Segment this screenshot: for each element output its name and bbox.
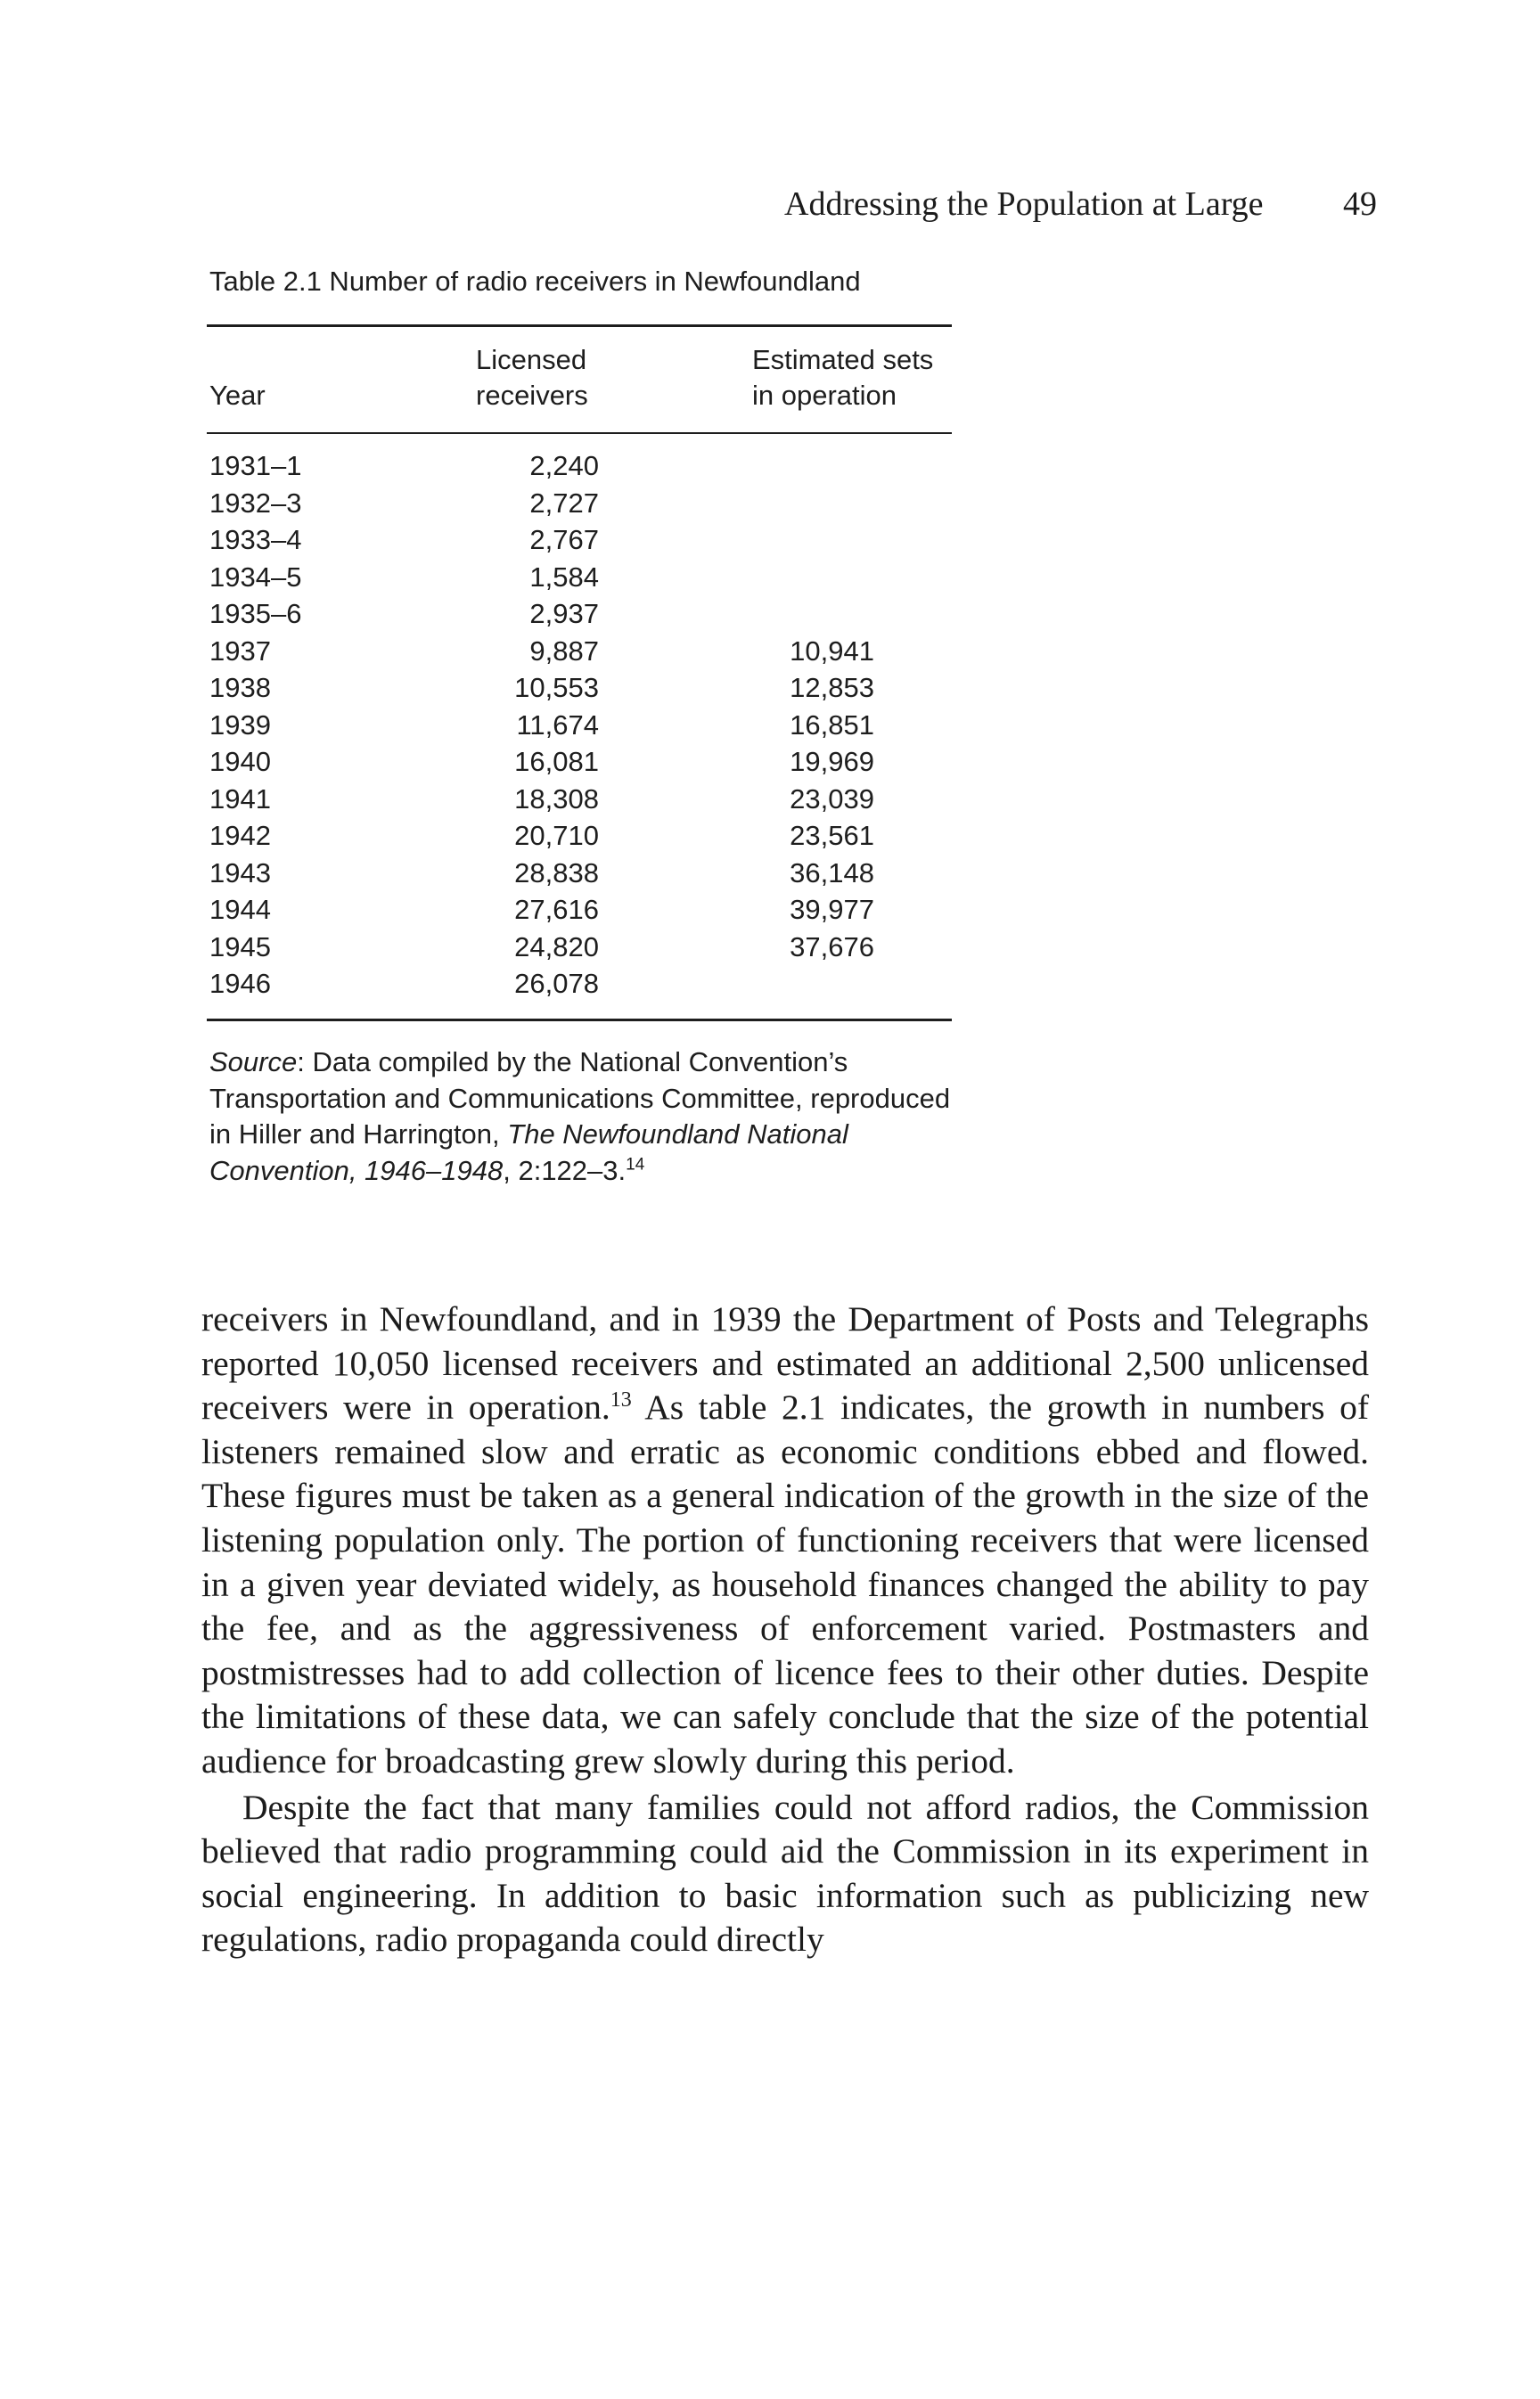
cell-year: 1945 (209, 930, 271, 962)
table-row (207, 669, 952, 707)
table-row (207, 817, 952, 855)
header-licensed-line1: Licensed (476, 344, 587, 375)
running-head (784, 183, 1377, 225)
cell-year: 1934–5 (209, 561, 302, 593)
table-header-rule (207, 432, 952, 434)
header-licensed-line2: receivers (476, 380, 588, 411)
table-row (207, 855, 952, 892)
cell-year: 1932–3 (209, 487, 302, 519)
cell-licensed: 16,081 (514, 746, 599, 777)
note-ref-13: 13 (610, 1388, 632, 1412)
cell-estimated: 23,039 (790, 782, 874, 815)
paragraph-1-part-a: receivers in Newfoundland, and in 1939 the Department of Posts and Telegraphs reported 10,050 licensed receivers and estimated an additional 2,500 unlicensed receivers were in operation. (201, 1299, 1369, 1428)
cell-estimated: 10,941 (790, 635, 874, 667)
paragraph-2: Despite the fact that many families could not afford radios, the Commission believed that radio programming could aid the Commission in its experiment in social engineering. In addition to basic information such as publicizing new regulations, radio propaganda could directly (201, 1787, 1369, 1960)
cell-year: 1939 (209, 708, 271, 741)
table-body (207, 447, 952, 1003)
source-text-2: , 2:122–3. (503, 1154, 627, 1186)
table-row (207, 743, 952, 781)
table-row (207, 559, 952, 596)
table-source-note (209, 1044, 967, 1189)
cell-year: 1938 (209, 672, 271, 703)
table-row (207, 891, 952, 929)
cell-year: 1937 (209, 635, 271, 667)
cell-licensed: 2,240 (529, 450, 599, 481)
cell-year: 1944 (209, 894, 271, 925)
cell-estimated: 19,969 (790, 746, 874, 777)
cell-licensed: 9,887 (529, 635, 599, 667)
table-row (207, 521, 952, 559)
cell-estimated: 12,853 (790, 672, 874, 703)
cell-licensed: 2,767 (529, 524, 599, 555)
table-row (207, 707, 952, 744)
table-row (207, 595, 952, 633)
header-year: Year (209, 380, 266, 411)
cell-licensed: 20,710 (514, 820, 599, 851)
cell-estimated: 36,148 (790, 856, 874, 888)
cell-year: 1931–1 (209, 450, 302, 481)
cell-licensed: 11,674 (516, 708, 599, 741)
header-estimated-line2: in operation (752, 380, 897, 411)
paragraph-1 (201, 1298, 1369, 1784)
cell-licensed: 28,838 (514, 856, 599, 888)
cell-licensed: 27,616 (514, 894, 599, 925)
cell-estimated: 39,977 (790, 894, 874, 925)
table-row (207, 781, 952, 818)
cell-year: 1941 (209, 782, 271, 815)
cell-year: 1933–4 (209, 524, 302, 555)
header-licensed (476, 342, 588, 413)
source-book-title: The Newfoundland National Convention, 1946–1948 (209, 1118, 848, 1186)
cell-estimated: 23,561 (790, 820, 874, 851)
table-caption: Table 2.1 Number of radio receivers in Newfoundland (209, 266, 861, 297)
header-estimated (752, 342, 933, 413)
cell-licensed: 24,820 (514, 930, 599, 962)
table-row (207, 965, 952, 1003)
paragraph-1-part-b: As table 2.1 indicates, the growth in numbers of listeners remained slow and erratic as economic conditions ebbed and flowed. These figures must be taken as a general indication of the growth in the size of the listening population only. The portion of functioning receivers that were licensed in a given year deviated widely, as household finances changed the ability to pay the fee, and as the aggressiveness of enforcement varied. Postmasters and postmistresses had to add collection of licence fees to their other duties. Despite the limitations of these data, we can safely conclude that the size of the potential audience for broadcasting grew slowly during this period. (201, 1388, 1369, 1781)
table-row (207, 447, 952, 485)
source-note-ref: 14 (626, 1155, 645, 1175)
cell-year: 1943 (209, 856, 271, 888)
cell-licensed: 26,078 (514, 968, 599, 999)
source-text-1: : Data compiled by the National Convention’s Transportation and Communications Committee, reproduced in Hiller and Harrington, (209, 1046, 951, 1150)
header-estimated-line1: Estimated sets (752, 344, 934, 375)
cell-year: 1940 (209, 746, 271, 777)
table-bottom-rule (207, 1019, 952, 1021)
table-top-rule (207, 324, 952, 327)
page-number: 49 (1343, 185, 1377, 223)
cell-estimated: 37,676 (790, 930, 874, 962)
cell-year: 1935–6 (209, 598, 302, 629)
cell-licensed: 1,584 (529, 561, 599, 593)
body-text (201, 1298, 1369, 1962)
cell-year: 1942 (209, 820, 271, 851)
cell-estimated: 16,851 (790, 708, 874, 741)
cell-licensed: 18,308 (514, 782, 599, 815)
cell-year: 1946 (209, 968, 271, 999)
table-row (207, 633, 952, 670)
cell-licensed: 2,937 (529, 598, 599, 629)
running-head-title: Addressing the Population at Large (784, 185, 1264, 223)
table-row (207, 485, 952, 522)
source-label: Source (209, 1046, 298, 1077)
cell-licensed: 10,553 (514, 672, 599, 703)
cell-licensed: 2,727 (529, 487, 599, 519)
table-row (207, 929, 952, 966)
